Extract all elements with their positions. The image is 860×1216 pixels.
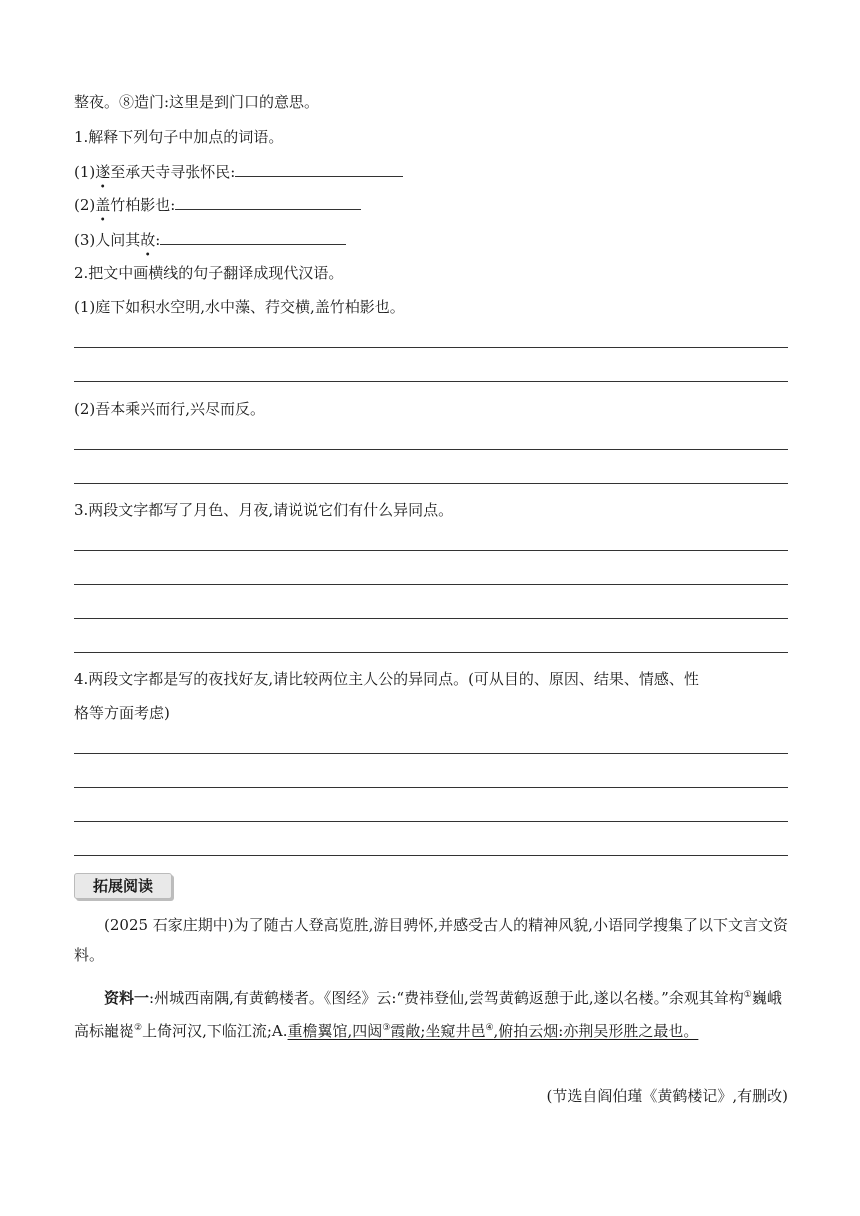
answer-line[interactable] (74, 652, 788, 653)
answer-line[interactable] (74, 483, 788, 484)
answer-blank[interactable] (235, 160, 403, 177)
question-2-sentence-1: (1)庭下如积水空明,水中藻、荇交横,盖竹柏影也。 (74, 298, 405, 316)
source-citation: (节选自阎伯瑾《黄鹤楼记》,有删改) (546, 1087, 788, 1105)
answer-line[interactable] (74, 821, 788, 822)
underlined-sentence-a: 重檐翼馆,四闼③霞敞;坐窥井邑④,俯拍云烟:亦荆吴形胜之最也。 (287, 1022, 699, 1040)
question-1-item-2: (2)盖竹柏影也: (74, 193, 361, 215)
dotted-word: 盖 (95, 196, 111, 214)
material-1-paragraph: 资料一:州城西南隅,有黄鹤楼者。《图经》云:“费祎登仙,尝驾黄鹤返憩于此,遂以名楼。”余观其耸构①巍峨高标巃嵸②上倚河汉,下临江流;A.重檐翼馆,四闼③霞敞;坐窥井邑④,俯拍云烟:亦荆吴形胜之最也。 (74, 989, 782, 1040)
question-1-item-3: (3)人问其故: (74, 228, 346, 250)
answer-line[interactable] (74, 584, 788, 585)
dotted-word: 遂 (95, 163, 111, 181)
answer-line[interactable] (74, 550, 788, 551)
answer-line[interactable] (74, 787, 788, 788)
answer-line[interactable] (74, 347, 788, 348)
answer-line[interactable] (74, 449, 788, 450)
footnote-line: 整夜。⑧造门:这里是到门口的意思。 (74, 93, 320, 111)
question-3-title: 3.两段文字都写了月色、月夜,请说说它们有什么异同点。 (74, 501, 454, 519)
answer-blank[interactable] (160, 228, 346, 245)
material-label: 资料一 (104, 989, 150, 1007)
answer-blank[interactable] (175, 193, 361, 210)
question-2-sentence-2: (2)吾本乘兴而行,兴尽而反。 (74, 400, 266, 418)
answer-line[interactable] (74, 618, 788, 619)
question-4-line-1: 4.两段文字都是写的夜找好友,请比较两位主人公的异同点。(可从目的、原因、结果、情感、性 (74, 670, 699, 688)
intro-paragraph: (2025 石家庄期中)为了随古人登高览胜,游目骋怀,并感受古人的精神风貌,小语同学搜集了以下文言文资料。 (74, 916, 788, 964)
answer-line[interactable] (74, 855, 788, 856)
question-4-line-2: 格等方面考虑) (74, 704, 170, 722)
dotted-word: 故 (140, 231, 156, 249)
question-1-item-1: (1)遂至承天寺寻张怀民: (74, 160, 403, 182)
answer-line[interactable] (74, 381, 788, 382)
answer-line[interactable] (74, 753, 788, 754)
question-2-title: 2.把文中画横线的句子翻译成现代汉语。 (74, 264, 344, 282)
section-badge: 拓展阅读 (74, 873, 172, 899)
question-1-title: 1.解释下列句子中加点的词语。 (74, 128, 284, 146)
